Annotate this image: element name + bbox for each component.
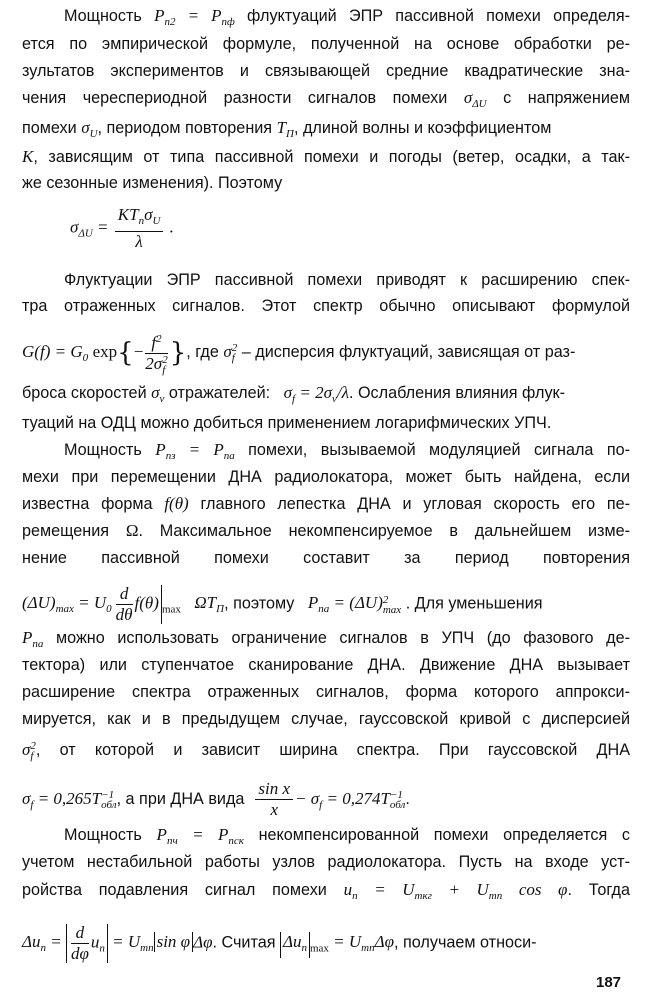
p1-line-5: помехи $\sigma_U$, периодом повторения $T_П$, длиной волны и коэффициентом — [22, 118, 552, 140]
p1-line-2: ется по эмпирической формуле, полученной на основе обработки ре- — [22, 35, 630, 53]
page-number: 187 — [596, 974, 622, 991]
p1-line-3: зультатов экспериментов и связывающей средние квадратические зна- — [22, 62, 630, 80]
p4-line-3: ройства подавления сигнал помехи $u_п = U_{mкг} + U_{mп}$ cos φ. Тогда — [22, 880, 630, 902]
p4-line-1: Мощность $P_{пч} = P_{пск}$ некомпенсированной помехи определяется с — [64, 825, 630, 847]
p3-line-1: Мощность $P_{пз} = P_{па}$ помехи, вызываемой модуляцией сигнала по- — [64, 440, 630, 462]
p1-line-1: Мощность $P_{п2} = P_{пф}$ флуктуаций ЭПР пассивной помехи определя- — [64, 6, 631, 28]
p3-line-7: $P_{па}$ можно использовать ограничение сигналов в УПЧ (до фазового де- — [22, 628, 630, 650]
formula-G-f: $G(f) = G_0$ — [22, 341, 89, 364]
p3-line-10: мируется, как и в предыдущем случае, гауссовской кривой с дисперсией — [22, 710, 630, 728]
p3-line-8: тектора) или ступенчатое сканирование ДНА. Движение ДНА вызывает — [22, 656, 630, 674]
equation-sigma-dU: $\sigma_{\Delta U}$ = $\frac{KT_п\sigma_U}{\lambda}$ . — [70, 205, 174, 251]
p1-line-7: же сезонные изменения). Поэтому — [22, 174, 283, 192]
p2-line-4: броса скоростей $\sigma_v$ отражателей: $\sigma_f = 2\sigma_v/\lambda$. Ослабления влияния флук- — [22, 383, 566, 405]
p4-line-4: $\Delta u_п$ = $\frac{d}{d\varphi}$ $u_п = U_{mп}$ sin φ Δφ. Считая $\Delta u_п$ $_{max} = U_{mп}\Delta\varphi$, получаем относи- — [22, 923, 537, 963]
inline-math-sigma-dU: $\sigma_{\Delta U}$ — [463, 88, 487, 110]
p3-line-3: известна форма f(θ) главного лепестка ДНА и угловая скорость его пе- — [22, 494, 630, 513]
p3-line-11: σ 2 f , от которой и зависит ширина спектра. При гауссовской ДНА — [22, 740, 630, 763]
p2-line-2: тра отраженных сигналов. Этот спектр обычно описывают формулой — [22, 297, 630, 315]
p3-line-4: ремещения Ω. Максимальное некомпенсируемое в дальнейшем изме- — [22, 521, 631, 540]
p3-line-9: расширение спектра отраженных сигналов, форма которого аппрокси- — [22, 683, 630, 701]
p3-line-2: мехи при перемещении ДНА радиолокатора, может быть найдена, если — [22, 468, 630, 486]
p2-line-5: туаций на ОДЦ можно добиться применением логарифмических УПЧ. — [22, 414, 552, 432]
inline-math-P-n2: $P_{п2} = P_{пф}$ — [154, 6, 235, 28]
p4-line-2: учетом нестабильной работы узлов радиолокатора. Пусть на входе уст- — [22, 853, 630, 871]
p1-line-4: чения череспериодной разности сигналов помехи $\sigma_{\Delta U}$ с напряжением — [22, 88, 630, 110]
p3-line-5: нение пассивной помехи составит за период повторения — [22, 549, 631, 567]
p3-line-6: $(\Delta U)_{max} = U_0$ $\frac{d}{d\theta}$ f(θ) $_{max}$ $\Omega T_П$, поэтому $P_{па} = (\Delta U)$ 2 max . Для уменьшения — [22, 584, 543, 624]
p1-line-6: K, зависящим от типа пассивной помехи и погоды (ветер, осадки, а так- — [22, 147, 630, 166]
p3-line-12: $\sigma_f = 0,265T$ −1 обл , а при ДНА вида $\frac{\text{sin x}}{x}$ − $\sigma_f = 0,274T$ −1 обл . — [22, 779, 410, 819]
p2-line-1: Флуктуации ЭПР пассивной помехи приводят к расширению спек- — [64, 271, 630, 289]
formula-dU-max: $(\Delta U)_{max} = U_0$ — [22, 593, 112, 616]
p2-line-3: $G(f) = G_0$ exp{− $f^2$ 2σ 2 f }, где σ 2 f – дисперсия флуктуаций, зависящая от раз- — [22, 330, 630, 375]
